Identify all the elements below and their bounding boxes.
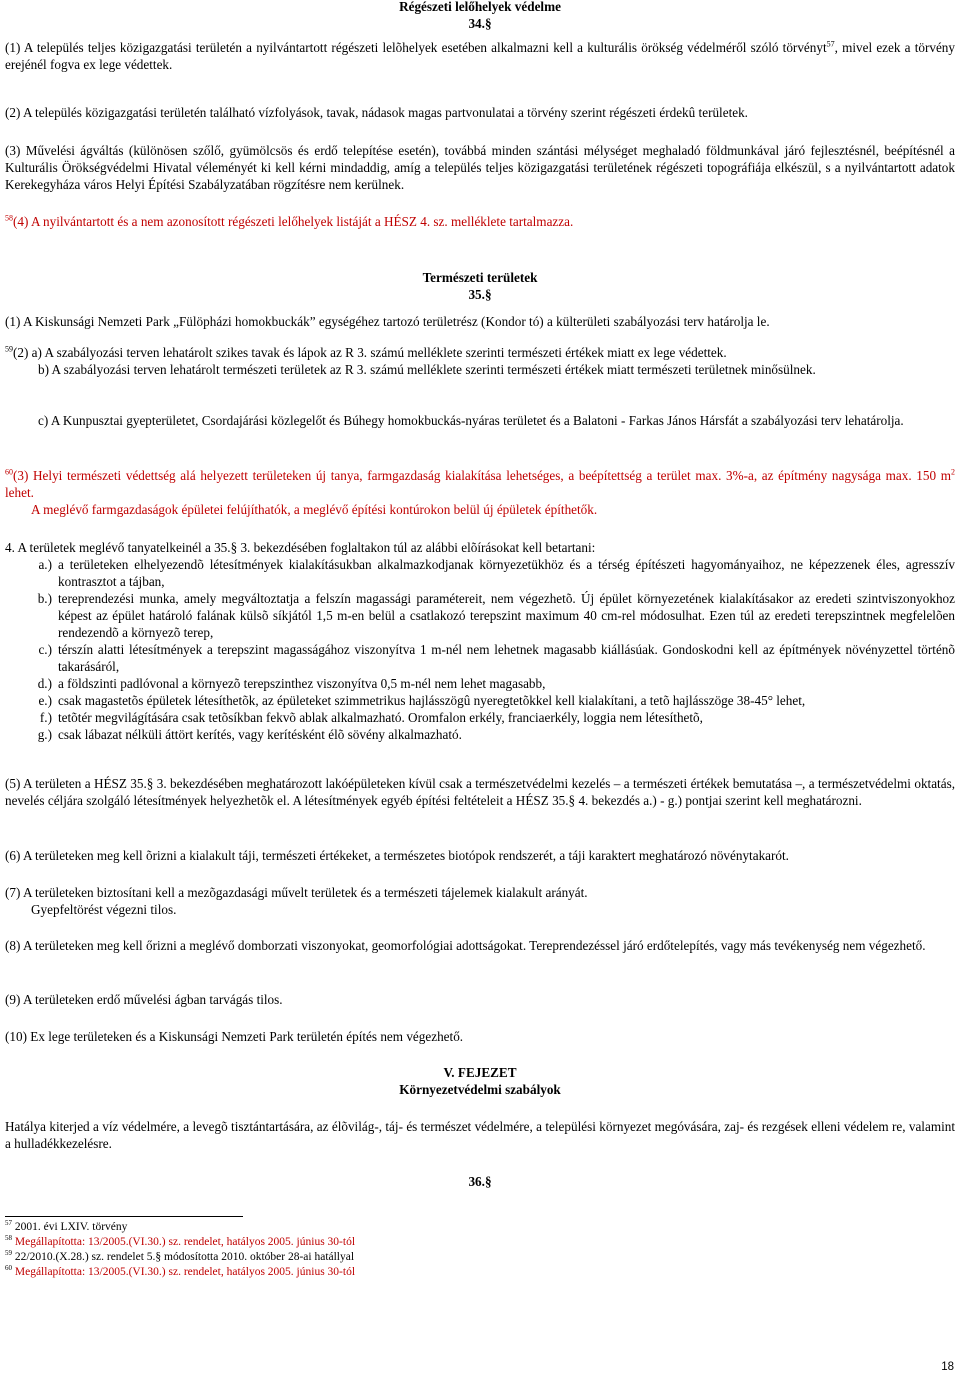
s35-paragraph-6: (6) A területeken meg kell õrizni a kialakult táji, természeti értékeket, a természetes biotópok rendszerét, a táji karaktert meghatározó növénytakarót. [5, 848, 789, 863]
s35-paragraph-4: 4. A területek meglévő tanyatelkeinél a 35.§ 3. bekezdésében foglaltakon túl az alábbi elõírásokat kell betartani: [5, 540, 596, 555]
list-item: c.) térszín alatti létesítmények a terepszint magasságához viszonyítva 1 m-nél nem lehetnek magasabb kiállásúak. Gondoskodni kell az építmények növényzettel történõ takarásáról, [38, 642, 955, 674]
footnotes [5, 1220, 955, 1280]
list-item: f.) tetõtér megvilágítására csak tetõsíkban fekvõ ablak alkalmazható. Oromfalon erkély, franciaerkély, loggia nem létesíthetõ, [39, 710, 703, 725]
s35-paragraph-1: (1) A Kiskunsági Nemzeti Park „Fülöpházi homokbuckák” egységéhez tartozó területrész (Kondor tó) a külterületi szabályozási terv határolja le. [5, 314, 770, 329]
footnote-ref-59[interactable]: 59 [5, 344, 13, 354]
footnote-59: $^{59}$ 22/2010.(X.28.) sz. rendelet 5.§ módosította 2010. október 28-ai hatállyal [5, 1249, 355, 1263]
s35-paragraph-10: (10) Ex lege területeken és a Kiskunsági Nemzeti Park területén építés nem végezhető. [5, 1029, 464, 1044]
footnote-57: $^{57}$ 2001. évi LXIV. törvény [5, 1219, 128, 1233]
s35-paragraph-8: (8) A területeken meg kell őrizni a meglévő domborzati viszonyokat, geomorfológiai adottságokat. Tereprendezéssel járó erdőtelepítés, vagy más tevékenység nem végezhető. [5, 938, 926, 953]
list-item: e.) csak magastetõs épületek létesíthetõk, az épületeket szimmetrikus hajlásszögû nyeregtetõkkel kell kialakítani, a tetõ hajlásszöge 38-45° lehet, [38, 693, 806, 708]
s34-paragraph-2: (2) A település közigazgatási területén található vízfolyások, tavak, nádasok magas partvonulatai a törvény szerint régészeti érdekû területek. [5, 105, 748, 120]
list-item: g.) csak lábazat nélküli áttört kerítés, vagy kerítésként élõ sövény alkalmazható. [37, 727, 462, 742]
section-35-heading: Természeti területek 35.§ [422, 270, 538, 302]
list-item: b.) tereprendezési munka, amely megváltoztatja a felszín magassági paramétereit, nem végezhetõ. Új épület környezetének kialakításakor az eredeti szintviszonyokhoz képest az épület határoló falának külsõ síkjától 1,5 m-en belül a csatlakozó terepszint maximum 40 cm-rel módosulhat. Ezen túl az eredeti terepszintnek megfelelõen rendezendõ a környezõ terep, [37, 591, 955, 640]
section-34-heading: Régészeti lelőhelyek védelme 34.§ [399, 0, 561, 31]
footnote-ref-57[interactable]: 57 [826, 39, 835, 49]
s34-paragraph-1: (1) A település teljes közigazgatási területén a nyilvántartott régészeti lelõhelyek esetében alkalmazni kell a kulturális örökség védelméről szóló törvényt$^{57}$, mivel ezek a törvény erejénél fogva ex lege védettek. [5, 39, 955, 72]
s35-paragraph-2c: c) A Kunpusztai gyepterületet, Csordajárási közlegelőt és Búhegy homokbuckás-nyáras területet és a Balatoni - Farkas János Hársfát a szabályozási terv lehatárolja. [38, 413, 904, 428]
s35-paragraph-5: (5) A területen a HÉSZ 35.§ 3. bekezdésében meghatározott lakóépületeken kívül csak a természetvédelmi kezelés – a természeti értékek bemutatása –, a természetvédelmi oktatás, nevelés céljára szolgáló létesítmények helyezhetõk el. A létesítmények egyéb építési feltételeit a HÉSZ 35.§ 4. bekezdés a.) - g.) pontjai szerint kell meghatározni. [5, 776, 955, 808]
s35-paragraph-7: (7) A területeken biztosítani kell a mezõgazdasági művelt területek és a természeti tájelemek kialakult arányát. Gyepfeltörést végezni tilos. [5, 885, 588, 917]
section-36-heading: 36.§ [468, 1174, 492, 1189]
s35-paragraph-2a: $^{59}$(2) a) A szabályozási terven lehatárolt szikes tavak és lápok az R 3. számú melléklete szerinti természeti értékek miatt ex lege védettek. [5, 344, 727, 360]
chapter-intro: Hatálya kiterjed a víz védelmére, a levegõ tisztántartására, az élõvilág-, táj- és természet védelmére, a települési környezet megóvására, zaj- és rezgések elleni védelem re, valamint a hulladékkezelésre. [5, 1119, 955, 1151]
footnote-ref-60[interactable]: 60 [5, 467, 13, 477]
footnote-ref-58[interactable]: 58 [5, 213, 13, 223]
footnote-divider [5, 1216, 243, 1217]
chapter-heading: V. FEJEZET Környezetvédelmi szabályok [399, 1065, 561, 1097]
list-item: a.) a területeken elhelyezendõ létesítmények kialakításukban alkalmazkodjanak környezetükhöz és a térség építészeti hagyományaihoz, ne képezzenek éles, agresszív kontrasztot a tájban, [38, 557, 955, 589]
list-item: d.) a földszinti padlóvonal a környezõ terepszinthez viszonyítva 0,5 m-nél nem lehet magasabb, [37, 676, 546, 691]
s35-paragraph-9: (9) A területeken erdő művelési ágban tarvágás tilos. [5, 992, 283, 1007]
footnote-58: $^{58}$ Megállapította: 13/2005.(VI.30.) sz. rendelet, hatályos 2005. június 30-tól [5, 1234, 356, 1248]
s34-paragraph-4: $^{58}$(4) A nyilvántartott és a nem azonosított régészeti lelőhelyek listáját a HÉSZ 4. sz. melléklete tartalmazza. [5, 213, 574, 229]
s35-paragraph-3: $^{60}$(3) Helyi természeti védettség alá helyezett területeken új tanya, farmgazdaság kialakítása lehetséges, a beépítettség a terület max. 3%-a, az építmény nagysága max. 150 $m^2$ lehet. A meglévő farmgazdaságok épületei felújíthatók, a meglévő építési kontúrokon belül új épületek építhetők. [5, 467, 955, 517]
s35-item-list [5, 556, 955, 743]
s35-paragraph-2b: b) A szabályozási terven lehatárolt természeti területek az R 3. számú melléklete szerinti természeti értékek miatt természeti területnek minősülnek. [38, 362, 816, 377]
s34-paragraph-3: (3) Művelési ágváltás (különösen szőlő, gyümölcsös és erdő telepítése esetén), továbbá minden szántási mélységet meghaladó földmunkával járó fejlesztésnél, beépítésnél a Kulturális Örökségvédelmi Hivatal véleményét ki kell kérni mindaddig, amíg a település teljes közigazgatási területének régészeti topográfiája elkészül, s a nyilvántartott adatok Kerekegyháza város Helyi Építési Szabályzatában rögzítésre nem kerülnek. [5, 143, 955, 192]
page-number: 18 [941, 1361, 954, 1373]
footnote-60: $^{60}$ Megállapította: 13/2005.(VI.30.) sz. rendelet, hatályos 2005. június 30-tól [5, 1264, 356, 1278]
